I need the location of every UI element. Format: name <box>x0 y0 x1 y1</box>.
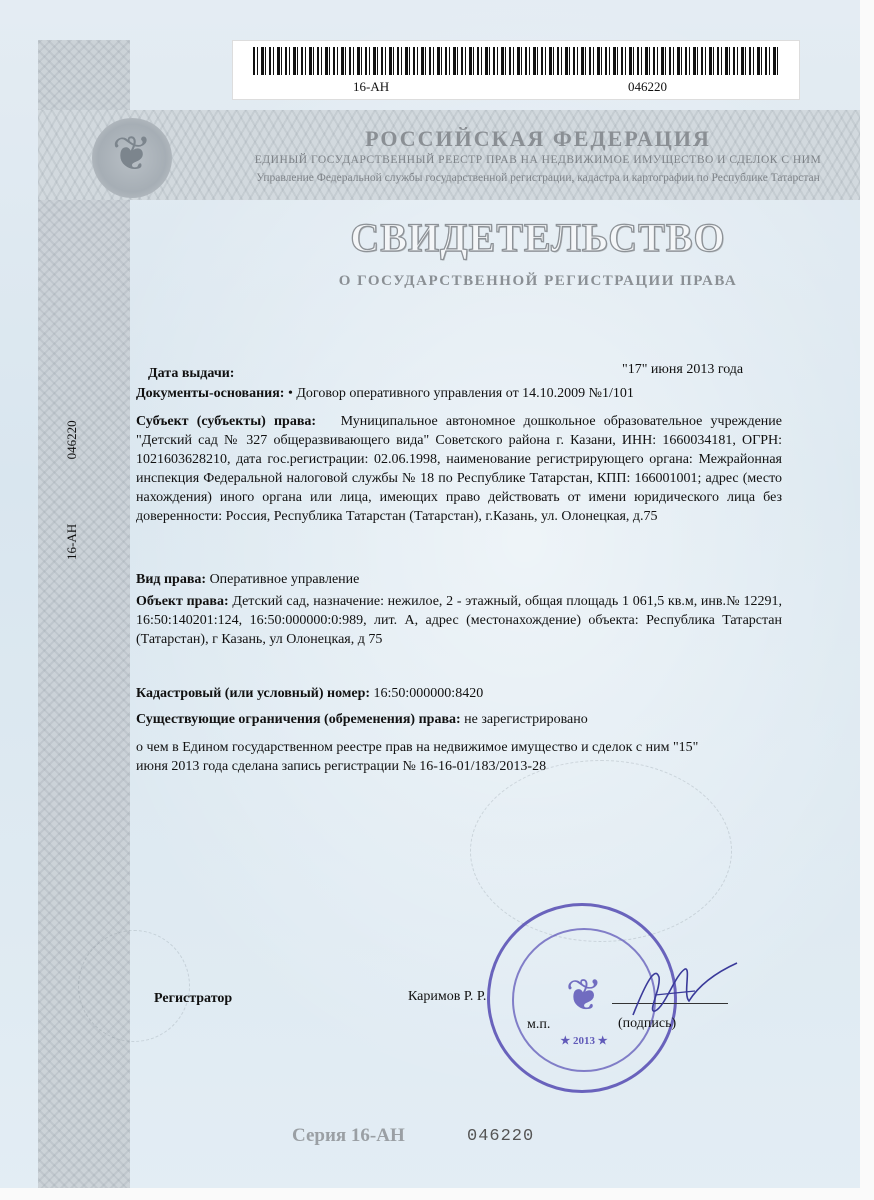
cadastral-label: Кадастровый (или условный) номер: <box>136 686 371 701</box>
coat-of-arms-icon: ❦ <box>92 118 172 198</box>
right-type-label: Вид права: <box>136 572 207 587</box>
authority-name: Управление Федеральной службы государственной регистрации, кадастра и картографии по Республике Татарстан <box>256 172 820 184</box>
subject-value: Муниципальное автономное дошкольное образовательное учреждение "Детский сад № 327 общеразвивающего вида" Советского района г. Казани, ИНН: 1660034181, ОГРН: 1021603628210, дата гос.регистрации: 02.06.1998, наименование регистрирующего органа: Межрайонная инспекция Федеральной налоговой службы № 18 по Республике Татарстан, КПП: 166001001; адрес (место нахождения) иного органа или лица, имеющих право действовать от имени юридического лица без доверенности: Россия, Республика Татарстан (Татарстан), г.Казань, ул. Олонецкая, д.75 <box>136 414 783 524</box>
seal-year: ★ 2013 ★ <box>560 1035 608 1047</box>
restrictions <box>136 710 782 729</box>
barcode-panel <box>232 40 800 100</box>
issue-date-value: "17" июня 2013 года <box>622 362 744 377</box>
docs-value: • Договор оперативного управления от 14.10.2009 №1/101 <box>287 386 634 401</box>
documents-basis <box>136 384 786 403</box>
cadastral-value: 16:50:000000:8420 <box>373 686 484 701</box>
registry-record-line1: о чем в Едином государственном реестре прав на недвижимое имущество и сделок с ним "15" <box>136 740 699 755</box>
barcode <box>253 47 779 75</box>
vertical-series-number: 046220 <box>64 420 79 460</box>
subject-block <box>136 412 782 526</box>
object-label: Объект права: <box>136 594 229 609</box>
watermark-rosette <box>78 930 190 1042</box>
scan-edge-right <box>860 0 874 1200</box>
restrictions-label: Существующие ограничения (обременения) права: <box>136 712 461 727</box>
vertical-series <box>64 420 80 560</box>
right-type <box>136 570 782 589</box>
subject-label: Субъект (субъекты) права: <box>136 414 317 429</box>
right-type-value: Оперативное управление <box>209 572 360 587</box>
document-subtitle: О ГОСУДАРСТВЕННОЙ РЕГИСТРАЦИИ ПРАВА <box>338 273 738 289</box>
registrar-name: Каримов Р. Р. <box>408 989 487 1004</box>
signature-caption: (подпись) <box>618 1016 677 1031</box>
series-number: 046220 <box>467 1127 535 1146</box>
series-label: Серия 16-АН <box>292 1125 405 1146</box>
seal-place-label: м.п. <box>527 1017 551 1032</box>
docs-label: Документы-основания: <box>136 386 285 401</box>
scan-edge-bottom <box>0 1188 874 1200</box>
object-block <box>136 592 782 649</box>
barcode-series: 16-АН <box>353 79 390 94</box>
barcode-number: 046220 <box>628 79 667 94</box>
registry-record-line2: июня 2013 года сделана запись регистрации № 16-16-01/183/2013-28 <box>136 759 547 774</box>
issue-date-label: Дата выдачи: <box>148 366 235 381</box>
country-title: РОССИЙСКАЯ ФЕДЕРАЦИЯ <box>365 126 711 151</box>
object-value: Детский сад, назначение: нежилое, 2 - этажный, общая площадь 1 061,5 кв.м, инв.№ 12291, 16:50:140201:124, 16:50:000000:0:989, лит. А, адрес (местонахождение) объекта: Республика Татарстан (Татарстан), г Казань, ул Олонецкая, д 75 <box>136 594 782 647</box>
registrar-label: Регистратор <box>154 991 233 1006</box>
registry-name: ЕДИНЫЙ ГОСУДАРСТВЕННЫЙ РЕЕСТР ПРАВ НА НЕДВИЖИМОЕ ИМУЩЕСТВО И СДЕЛОК С НИМ <box>254 154 822 166</box>
cadastral-number <box>136 684 782 703</box>
restrictions-value: не зарегистрировано <box>464 712 588 727</box>
seal-eagle-icon: ❦ <box>565 971 603 1020</box>
vertical-series-code: 16-АН <box>64 523 79 560</box>
document-title: СВИДЕТЕЛЬСТВО <box>350 215 726 260</box>
